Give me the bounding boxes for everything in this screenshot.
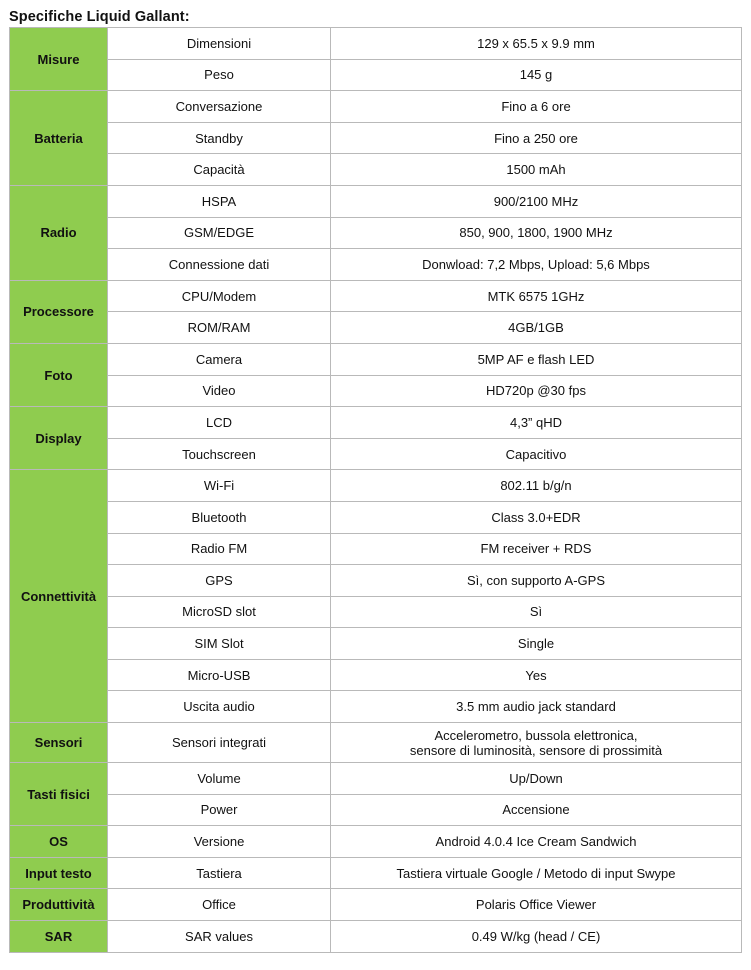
table-row (10, 312, 742, 344)
page-title: Specifiche Liquid Gallant: (9, 9, 190, 25)
value-cell: 4GB/1GB (331, 312, 742, 344)
feature-cell: Wi-Fi (108, 470, 331, 502)
feature-cell: Camera (108, 343, 331, 375)
category-cell: Processore (10, 280, 108, 343)
category-cell: Foto (10, 343, 108, 406)
table-row (10, 501, 742, 533)
table-row (10, 122, 742, 154)
value-cell: 0.49 W/kg (head / CE) (331, 921, 742, 953)
table-row (10, 628, 742, 660)
feature-cell: Volume (108, 763, 331, 795)
feature-cell: Bluetooth (108, 501, 331, 533)
value-cell: Class 3.0+EDR (331, 501, 742, 533)
value-cell: Sì (331, 596, 742, 628)
feature-cell: Office (108, 889, 331, 921)
value-cell: MTK 6575 1GHz (331, 280, 742, 312)
table-row (10, 375, 742, 407)
value-cell: Up/Down (331, 763, 742, 795)
category-cell: Sensori (10, 723, 108, 763)
value-cell: Android 4.0.4 Ice Cream Sandwich (331, 826, 742, 858)
table-row (10, 280, 742, 312)
table-row (10, 889, 742, 921)
feature-cell: Tastiera (108, 857, 331, 889)
feature-cell: Dimensioni (108, 28, 331, 60)
feature-cell: Uscita audio (108, 691, 331, 723)
category-cell: SAR (10, 921, 108, 953)
value-cell: Fino a 250 ore (331, 122, 742, 154)
table-row (10, 343, 742, 375)
value-cell: 850, 900, 1800, 1900 MHz (331, 217, 742, 249)
value-cell: 900/2100 MHz (331, 185, 742, 217)
table-row (10, 857, 742, 889)
value-cell: Fino a 6 ore (331, 91, 742, 123)
table-row (10, 28, 742, 60)
feature-cell: Touchscreen (108, 438, 331, 470)
value-cell: 5MP AF e flash LED (331, 343, 742, 375)
feature-cell: Power (108, 794, 331, 826)
feature-cell: SIM Slot (108, 628, 331, 660)
value-cell: Donwload: 7,2 Mbps, Upload: 5,6 Mbps (331, 249, 742, 281)
value-cell: FM receiver + RDS (331, 533, 742, 565)
feature-cell: CPU/Modem (108, 280, 331, 312)
table-row (10, 826, 742, 858)
category-cell: Tasti fisici (10, 763, 108, 826)
feature-cell: Standby (108, 122, 331, 154)
value-cell: Accensione (331, 794, 742, 826)
value-cell: HD720p @30 fps (331, 375, 742, 407)
table-row (10, 533, 742, 565)
category-cell: Batteria (10, 91, 108, 186)
table-row (10, 763, 742, 795)
table-row (10, 723, 742, 763)
feature-cell: Capacità (108, 154, 331, 186)
value-cell: 802.11 b/g/n (331, 470, 742, 502)
category-cell: Display (10, 407, 108, 470)
feature-cell: HSPA (108, 185, 331, 217)
table-row (10, 438, 742, 470)
spec-table (9, 27, 742, 953)
table-row (10, 565, 742, 597)
feature-cell: MicroSD slot (108, 596, 331, 628)
feature-cell: Peso (108, 59, 331, 91)
value-cell: 3.5 mm audio jack standard (331, 691, 742, 723)
table-row (10, 794, 742, 826)
value-cell: Single (331, 628, 742, 660)
value-cell: Polaris Office Viewer (331, 889, 742, 921)
feature-cell: Versione (108, 826, 331, 858)
category-cell: Connettività (10, 470, 108, 723)
category-cell: OS (10, 826, 108, 858)
value-cell: Capacitivo (331, 438, 742, 470)
table-row (10, 59, 742, 91)
value-cell: 145 g (331, 59, 742, 91)
spec-table-body (10, 28, 742, 953)
feature-cell: Connessione dati (108, 249, 331, 281)
table-row (10, 921, 742, 953)
table-row (10, 154, 742, 186)
value-cell: 4,3” qHD (331, 407, 742, 439)
table-row (10, 659, 742, 691)
feature-cell: Sensori integrati (108, 723, 331, 763)
category-cell: Produttività (10, 889, 108, 921)
feature-cell: LCD (108, 407, 331, 439)
feature-cell: GPS (108, 565, 331, 597)
feature-cell: Video (108, 375, 331, 407)
value-cell: Sì, con supporto A-GPS (331, 565, 742, 597)
feature-cell: SAR values (108, 921, 331, 953)
value-cell: Accelerometro, bussola elettronica, sensore di luminosità, sensore di prossimità (331, 723, 742, 763)
table-row (10, 407, 742, 439)
table-row (10, 185, 742, 217)
feature-cell: ROM/RAM (108, 312, 331, 344)
table-row (10, 217, 742, 249)
feature-cell: Radio FM (108, 533, 331, 565)
category-cell: Misure (10, 28, 108, 91)
feature-cell: GSM/EDGE (108, 217, 331, 249)
table-row (10, 596, 742, 628)
category-cell: Input testo (10, 857, 108, 889)
value-cell: Yes (331, 659, 742, 691)
category-cell: Radio (10, 185, 108, 280)
table-row (10, 91, 742, 123)
value-cell: 129 x 65.5 x 9.9 mm (331, 28, 742, 60)
feature-cell: Micro-USB (108, 659, 331, 691)
table-row (10, 249, 742, 281)
value-cell: Tastiera virtuale Google / Metodo di input Swype (331, 857, 742, 889)
table-row (10, 691, 742, 723)
table-row (10, 470, 742, 502)
feature-cell: Conversazione (108, 91, 331, 123)
value-cell: 1500 mAh (331, 154, 742, 186)
